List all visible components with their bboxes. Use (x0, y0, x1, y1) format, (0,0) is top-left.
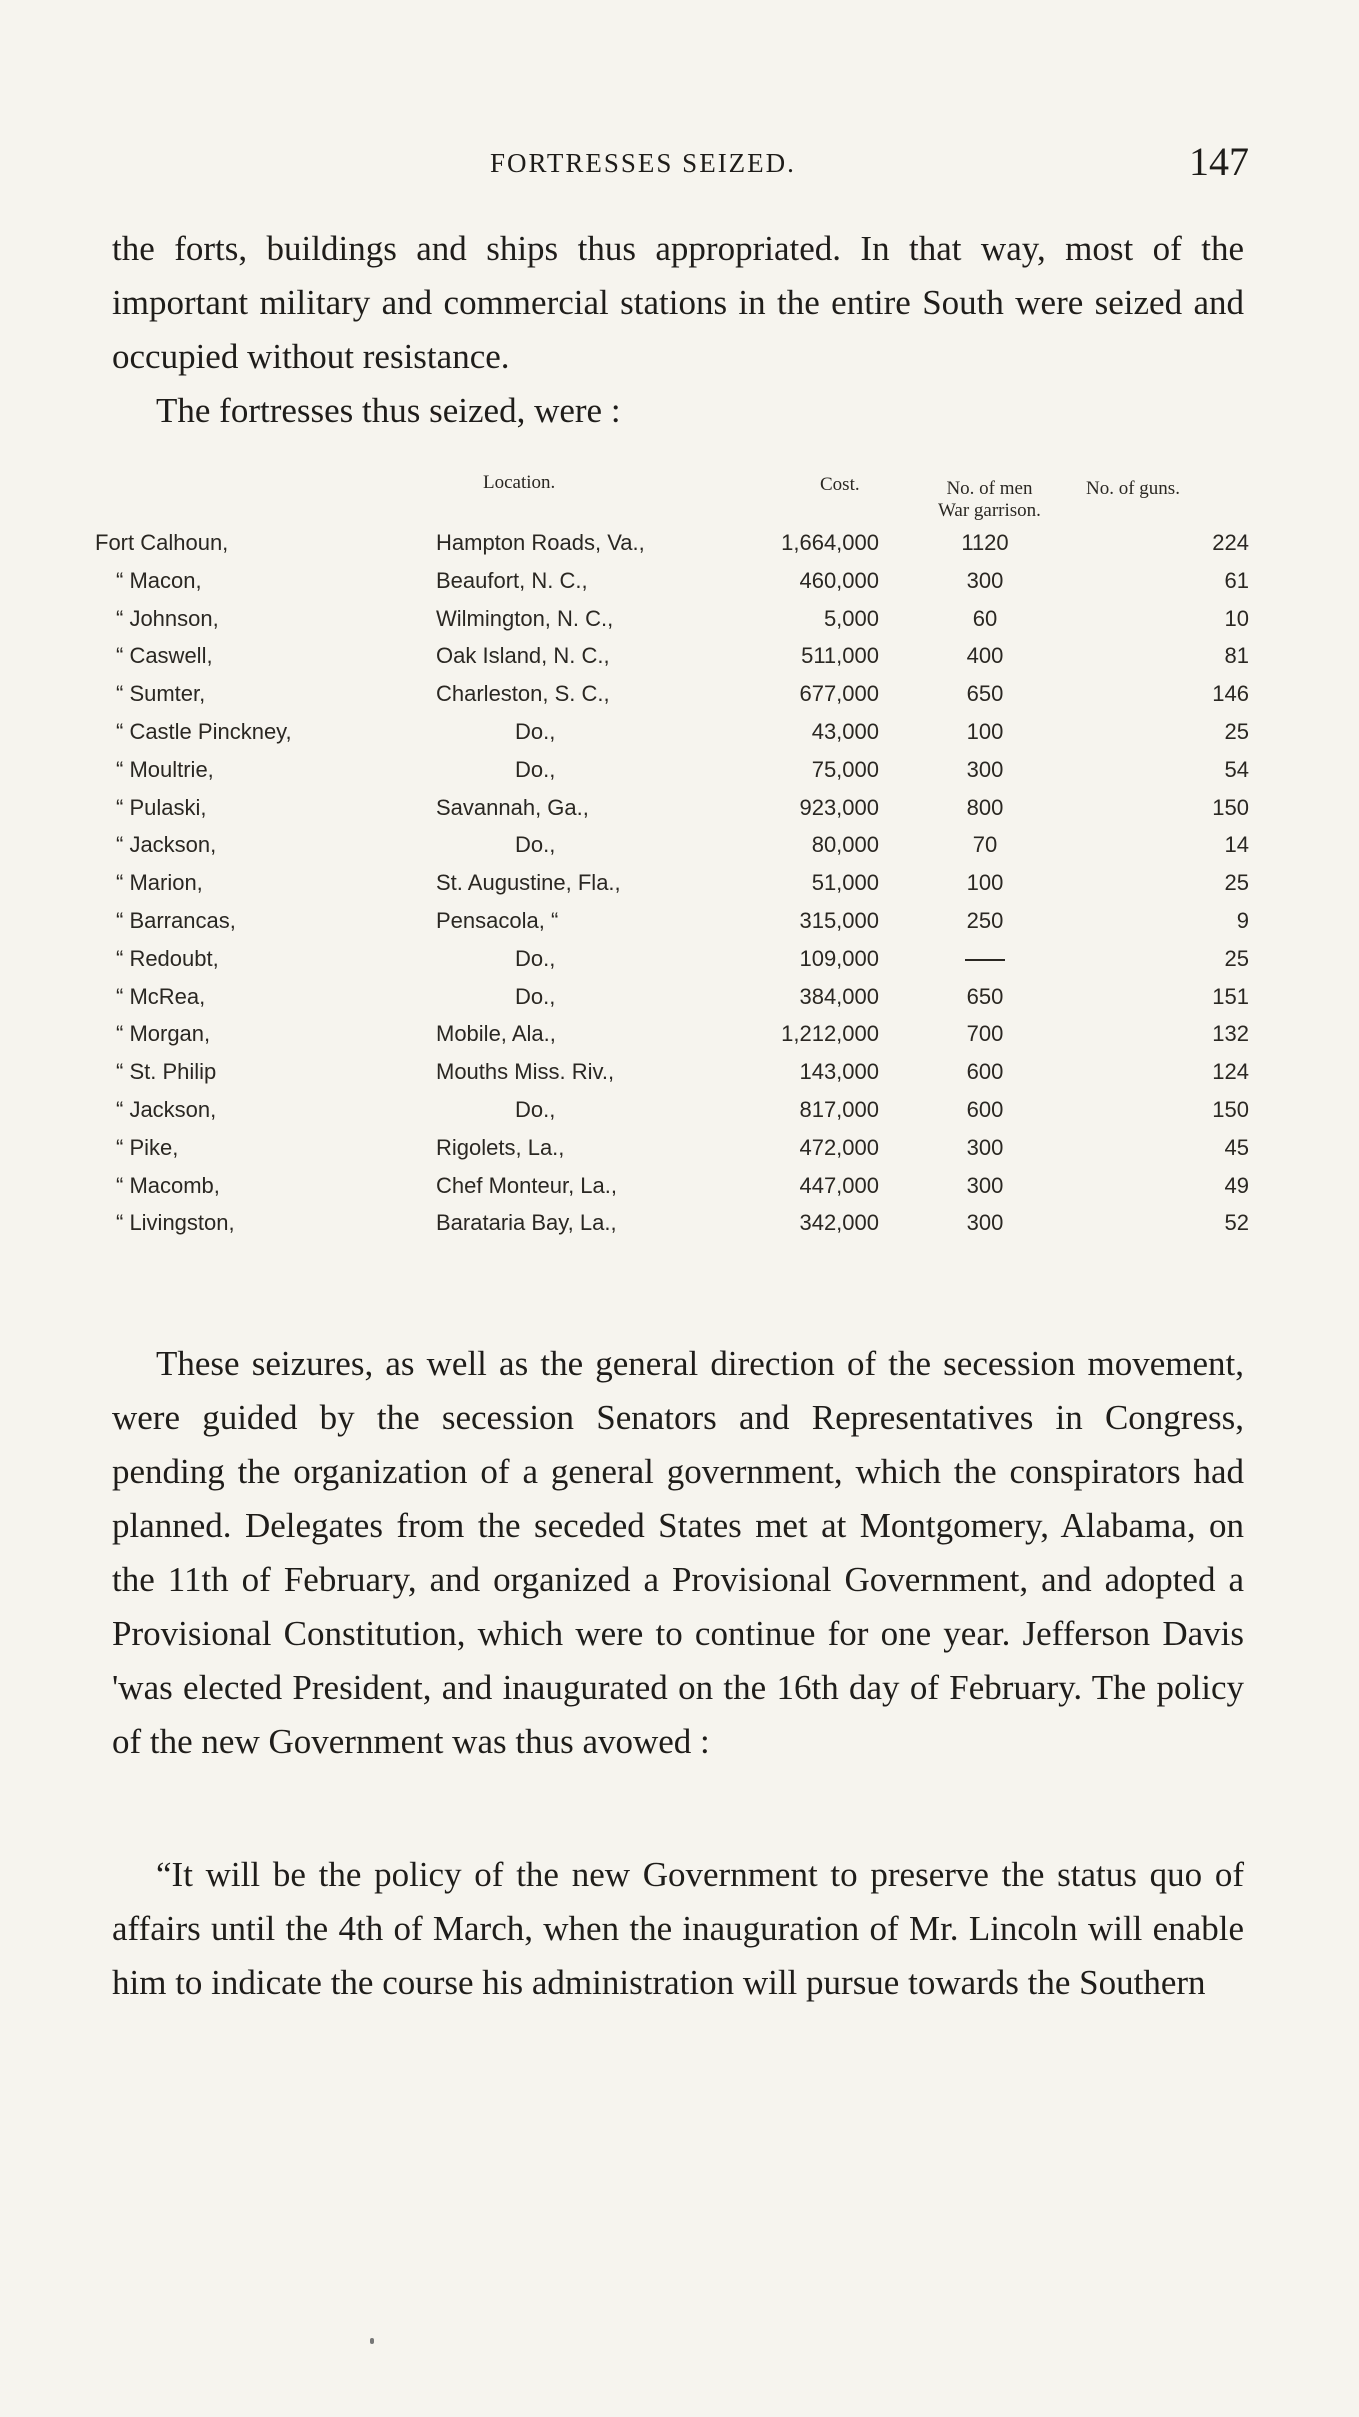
cell-location: Wilmington, N. C., (436, 605, 614, 631)
cell-location: Do., (515, 983, 556, 1009)
cell-men: 300 (966, 1134, 1004, 1160)
cell-men: 600 (966, 1096, 1004, 1122)
cell-cost: 75,000 (811, 756, 879, 782)
cell-location: Rigolets, La., (436, 1134, 565, 1160)
table-row (0, 1208, 1359, 1246)
cell-location: Oak Island, N. C., (436, 643, 610, 669)
cell-guns: 14 (1224, 832, 1249, 858)
cell-men: 400 (966, 643, 1004, 669)
cell-men: 300 (966, 1172, 1004, 1198)
table-row (0, 528, 1359, 566)
table-row (0, 679, 1359, 717)
cell-cost: 384,000 (799, 983, 879, 1009)
cell-men: 300 (966, 1210, 1004, 1236)
table-row (0, 755, 1359, 793)
header-location: Location. (483, 472, 556, 493)
cell-guns: 132 (1212, 1021, 1249, 1047)
cell-men: 300 (966, 567, 1004, 593)
cell-guns: 81 (1224, 643, 1249, 669)
cell-fort: “ McRea, (116, 983, 206, 1009)
cell-fort: “ Pike, (116, 1134, 179, 1160)
cell-cost: 1,212,000 (781, 1021, 879, 1047)
cell-men (930, 946, 1040, 972)
cell-cost: 447,000 (799, 1172, 879, 1198)
page-header (0, 138, 1359, 198)
cell-guns: 25 (1224, 870, 1249, 896)
cell-fort: “ Marion, (116, 870, 203, 896)
cell-location: St. Augustine, Fla., (436, 870, 621, 896)
cell-men: 100 (966, 718, 1004, 744)
cell-guns: 151 (1212, 983, 1249, 1009)
cell-location: Do., (515, 832, 556, 858)
cell-location: Mouths Miss. Riv., (436, 1059, 615, 1085)
cell-fort: “ Castle Pinckney, (116, 718, 292, 744)
cell-guns: 124 (1212, 1059, 1249, 1085)
cell-location: Do., (515, 756, 556, 782)
cell-location: Do., (515, 718, 556, 744)
cell-guns: 146 (1212, 681, 1249, 707)
cell-cost: 511,000 (801, 643, 879, 669)
header-cost: Cost. (820, 474, 860, 495)
cell-location: Hampton Roads, Va., (436, 530, 645, 555)
cell-location: Pensacola, “ (436, 907, 559, 933)
table-row (0, 944, 1359, 982)
header-men-line1: No. of men (946, 478, 1033, 499)
table-row (0, 717, 1359, 755)
cell-guns: 25 (1224, 718, 1249, 744)
table-row (0, 1019, 1359, 1057)
cell-fort: “ Barrancas, (116, 907, 236, 933)
cell-cost: 460,000 (799, 567, 879, 593)
cell-fort: “ Macomb, (116, 1172, 220, 1198)
cell-men: 250 (966, 907, 1004, 933)
cell-location: Barataria Bay, La., (436, 1210, 617, 1236)
cell-guns: 61 (1224, 567, 1249, 593)
table-header (0, 470, 1359, 528)
cell-location: Savannah, Ga., (436, 794, 589, 820)
table-row (0, 604, 1359, 642)
cell-location: Do., (515, 1096, 556, 1122)
header-men (938, 478, 1041, 522)
cell-men: 700 (966, 1021, 1004, 1047)
table-row (0, 793, 1359, 831)
cell-fort: “ Sumter, (116, 681, 206, 707)
cell-men: 600 (966, 1059, 1004, 1085)
table-row (0, 906, 1359, 944)
cell-men: 100 (966, 870, 1004, 896)
table-row (0, 830, 1359, 868)
cell-cost: 143,000 (799, 1059, 879, 1085)
cell-men: 70 (972, 832, 998, 858)
cell-fort: “ Jackson, (116, 1096, 217, 1122)
cell-guns: 54 (1224, 756, 1249, 782)
cell-location: Beaufort, N. C., (436, 567, 588, 593)
cell-cost: 472,000 (799, 1134, 879, 1160)
paragraph-quote: “It will be the policy of the new Government to preserve the status quo of affairs until the 4th of March, when the inauguration of Mr. Lincoln will enable him to indicate the course his administration will pursue towards the Southern (112, 1855, 1244, 2002)
table-row (0, 868, 1359, 906)
running-title: FORTRESSES SEIZED. (490, 148, 796, 178)
cell-location: Chef Monteur, La., (436, 1172, 617, 1198)
cell-men: 650 (966, 681, 1004, 707)
table-row (0, 1095, 1359, 1133)
cell-men: 800 (966, 794, 1004, 820)
cell-fort: “ Macon, (116, 567, 202, 593)
dash-mark (965, 959, 1005, 961)
cell-men: 1120 (961, 530, 1009, 555)
table-row (0, 982, 1359, 1020)
cell-cost: 342,000 (799, 1210, 879, 1236)
cell-guns: 52 (1224, 1210, 1249, 1236)
table-row (0, 1133, 1359, 1171)
cell-cost: 923,000 (799, 794, 879, 820)
cell-fort: “ Johnson, (116, 605, 219, 631)
table-row (0, 641, 1359, 679)
paragraph-seizures: These seizures, as well as the general direction of the secession movement, were guided by the secession Senators and Representatives in Congress, pending the organization of a general government, which the conspirators had planned. Delegates from the seceded States met at Montgomery, Alabama, on the 11th of February, and organized a Provisional Government, and adopted a Provisional Constitution, which were to continue for one year. Jefferson Davis 'was elected President, and inaugurated on the 16th day of February. The policy of the new Government was thus avowed : (112, 1344, 1244, 1761)
cell-cost: 677,000 (799, 681, 879, 707)
cell-fort: “ Caswell, (116, 643, 213, 669)
cell-fort: “ Jackson, (116, 832, 217, 858)
cell-guns: 224 (1212, 530, 1249, 555)
cell-location: Charleston, S. C., (436, 681, 610, 707)
cell-fort: “ Moultrie, (116, 756, 214, 782)
table-row (0, 1171, 1359, 1209)
cell-cost: 315,000 (799, 907, 879, 933)
cell-guns: 150 (1212, 794, 1249, 820)
cell-guns: 9 (1236, 907, 1249, 933)
cell-cost: 5,000 (823, 605, 879, 631)
table-row (0, 1057, 1359, 1095)
cell-fort: “ Pulaski, (116, 794, 207, 820)
cell-guns: 25 (1224, 945, 1249, 971)
cell-guns: 10 (1224, 605, 1249, 631)
paragraph-intro (112, 222, 1244, 438)
cell-cost: 80,000 (811, 832, 879, 858)
cell-guns: 150 (1212, 1096, 1249, 1122)
print-speck (370, 2338, 374, 2344)
cell-location: Mobile, Ala., (436, 1021, 556, 1047)
cell-cost: 1,664,000 (781, 530, 879, 555)
header-men-line2: War garrison. (938, 500, 1041, 521)
paragraph-intro-text: the forts, buildings and ships thus appropriated. In that way, most of the important military and commercial stations in the entire South were seized and occupied without resistance. (112, 229, 1244, 376)
cell-fort: “ St. Philip (116, 1059, 217, 1085)
cell-men: 60 (972, 605, 998, 631)
cell-fort: “ Morgan, (116, 1021, 211, 1047)
cell-cost: 817,000 (799, 1096, 879, 1122)
cell-guns: 45 (1224, 1134, 1249, 1160)
cell-location: Do., (515, 945, 556, 971)
cell-cost: 51,000 (811, 870, 879, 896)
table-body (0, 528, 1359, 1246)
cell-cost: 43,000 (811, 718, 879, 744)
cell-men: 650 (966, 983, 1004, 1009)
header-guns: No. of guns. (1086, 478, 1180, 499)
cell-men: 300 (966, 756, 1004, 782)
page-number: 147 (1189, 139, 1249, 184)
table-row (0, 566, 1359, 604)
cell-cost: 109,000 (799, 945, 879, 971)
cell-fort: “ Livingston, (116, 1210, 235, 1236)
paragraph-intro-lead: The fortresses thus seized, were : (156, 391, 621, 430)
cell-guns: 49 (1224, 1172, 1249, 1198)
cell-fort: Fort Calhoun, (95, 530, 229, 555)
cell-fort: “ Redoubt, (116, 945, 219, 971)
